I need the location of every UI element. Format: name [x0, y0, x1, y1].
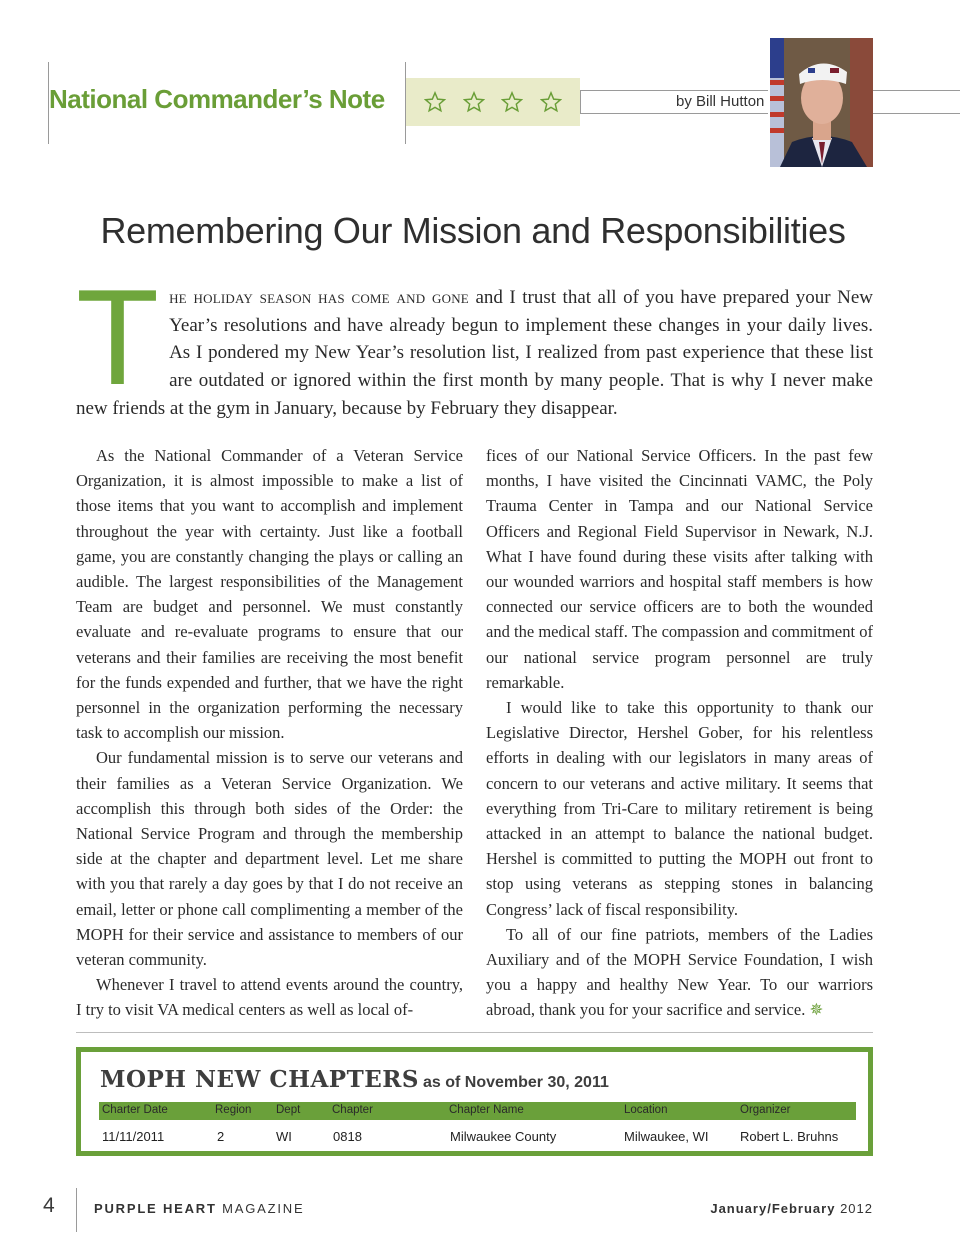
col-header-chapter-name: Chapter Name — [449, 1104, 524, 1116]
issue-year: 2012 — [835, 1201, 873, 1216]
article-headline: Remembering Our Mission and Responsibilities — [100, 210, 846, 251]
body-paragraph: As the National Commander of a Veteran Service Organization, it is almost impossible to make a list of those items that you want to accomplish and implement throughout the year with certainty. Just like a football game, you are constantly changing the plays or calling an audible. The largest responsibilities of the Management Team are budget and personnel. We must constantly evaluate and re-evaluate programs to ensure that our veterans and their families are receiving the most benefit for the funds expended and further, that we have the right personnel in the organization performing the necessary task to accomplish our mission. — [76, 446, 463, 743]
footer-divider — [76, 1188, 77, 1232]
end-mark-icon: ✵ — [809, 1000, 824, 1020]
table-cell-location: Milwaukee, WI — [624, 1129, 709, 1144]
col-header-dept: Dept — [276, 1104, 301, 1116]
col-header-region: Region — [215, 1104, 252, 1116]
new-chapters-title — [100, 1066, 609, 1093]
table-cell-chapter: 0818 — [333, 1129, 362, 1144]
table-cell-charter-date: 11/11/2011 — [102, 1129, 165, 1144]
header-rule — [873, 113, 960, 114]
table-cell-dept: WI — [276, 1129, 292, 1144]
issue-date — [710, 1201, 873, 1216]
intro-paragraph — [76, 261, 873, 423]
body-paragraph-continued: fices of our National Service Officers. In the past few months, I have visited the Cincinnati VAMC, the Poly Trauma Center in Tampa and our National Service Officers and Regional Field Supervisor in Newark, N.J. What I have found during these visits after talking with our wounded warriors and hospital staff members is how connected our service officers are to both the wounded and the medical staff. The compassion and commitment of our national service program personnel are truly remarkable. — [486, 446, 873, 692]
new-chapters-date: as of November 30, 2011 — [422, 1074, 609, 1091]
col-header-location: Location — [624, 1104, 668, 1116]
header-rule — [873, 90, 960, 91]
closing-paragraph — [486, 922, 873, 1023]
intro-lead-in: he holiday season has come and gone — [169, 287, 469, 308]
closing-text: To all of our fine patriots, members of the Ladies Auxiliary and of the MOPH Service Foundation, I wish you a happy and healthy New Year. To our warriors abroad, thank you for your sacrifice and service. — [486, 924, 873, 1020]
new-chapters-heading: MOPH NEW CHAPTERS — [100, 1066, 419, 1093]
magazine-name — [94, 1201, 304, 1216]
page-number: 4 — [43, 1194, 55, 1217]
issue-months: January/February — [710, 1201, 836, 1216]
star-icon — [424, 91, 446, 113]
section-title: National Commander’s Note — [49, 84, 385, 114]
header-rule — [580, 113, 768, 114]
magazine-name-bold: PURPLE HEART — [94, 1201, 217, 1216]
new-chapters-box — [76, 1047, 873, 1156]
body-paragraph: I would like to take this opportunity to thank our Legislative Director, Hershel Gober, for his relentless efforts in dealing with our legislators in many areas of concern to our veterans and active military. It seems that everything from Tri-Care to military retirement is being attacked in an attempt to balance the national budget. Hershel is committed to putting the MOPH out front to stop using veterans as stepping stones in balancing Congress’ lack of fiscal responsibility. — [486, 698, 873, 919]
col-header-charter-date: Charter Date — [102, 1104, 168, 1116]
rating-stars — [406, 78, 580, 126]
intro-text: and I trust that all of you have prepared your New Year’s resolutions and have already begun to implement these changes in your daily lives. As I pondered my New Year’s resolution list, I realized from past experience that these list are outdated or ignored within the first month by many people. That is why I never make new friends at the gym in January, because by February they disappear. — [76, 287, 873, 419]
star-icon — [463, 91, 485, 113]
header-rule — [580, 90, 768, 91]
header-right-divider — [580, 90, 581, 114]
table-cell-region: 2 — [217, 1129, 225, 1144]
star-icon — [540, 91, 562, 113]
body-column-left — [76, 443, 463, 1023]
col-header-organizer: Organizer — [740, 1104, 791, 1116]
star-icon — [501, 91, 523, 113]
section-divider — [76, 1032, 873, 1033]
table-cell-chapter-name: Milwaukee County — [450, 1129, 557, 1144]
author-byline: by Bill Hutton — [676, 93, 765, 110]
magazine-name-rest: MAGAZINE — [216, 1201, 305, 1216]
body-paragraph: Our fundamental mission is to serve our veterans and their families as a Veteran Service Organization. We accomplish this through both sides of the Order: the National Service Program and through the membership side at the chapter and department level. Let me share with you that rarely a day goes by that I do not receive an email, letter or phone call complimenting a member of the MOPH for their service and assistance to members of our veteran community. — [76, 748, 463, 970]
drop-cap: T — [76, 261, 160, 413]
col-header-chapter: Chapter — [332, 1104, 373, 1116]
body-column-right — [486, 443, 873, 1023]
body-paragraph: Whenever I travel to attend events around the country, I try to visit VA medical centers as well as local of- — [76, 975, 463, 1020]
author-portrait — [770, 38, 873, 167]
table-cell-organizer: Robert L. Bruhns — [740, 1129, 839, 1144]
